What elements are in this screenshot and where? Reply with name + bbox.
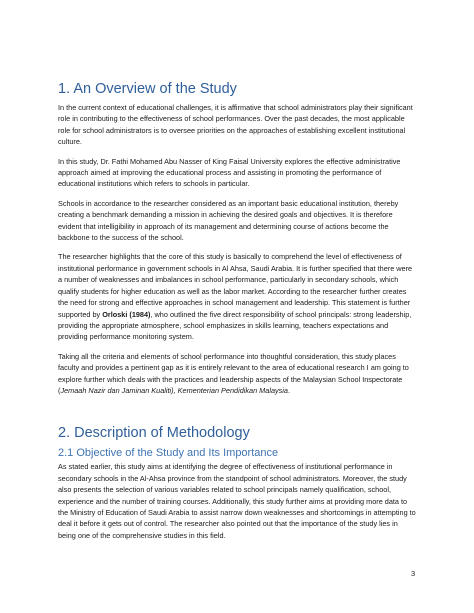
inspectorate-name: Jemaah Nazir dan Jaminan Kualiti), Kementerian Pendidikan Malaysia <box>60 385 288 395</box>
paragraph-4-text-b: , who outlined the five direct responsibility of school principals: strong leadership, providing the appropriate atmosphere, school emphasizes in skills learning, teachers expectations and providing performance monitoring system. <box>58 309 412 342</box>
section-1-heading: 1. An Overview of the Study <box>58 81 237 97</box>
paragraph-5-text-a: Taking all the criteria and elements of school performance into thoughtful consideration, this study places faculty and provides a pertinent gap as it is entirely relevant to the area of educational research I am going to explore further which deals with the practices and leadership aspects of the Malaysian School Inspectorate ( <box>58 351 409 395</box>
section-1-paragraph-3: Schools in accordance to the researcher considered as an important basic educational institution, thereby creating a benchmark demanding a mission in achieving the desired goals and objectives. It is therefore evident that intelligibility in approach of its management and determining course of actions become the backbone to the success of the school. <box>58 198 399 243</box>
page-content <box>58 80 416 549</box>
section-spacer <box>58 404 416 424</box>
citation-orloski: Orloski (1984) <box>102 309 151 319</box>
section-2-heading: 2. Description of Methodology <box>58 425 250 442</box>
paragraph-5-text-b: . <box>287 385 291 395</box>
section-1-paragraph-4 <box>58 251 416 342</box>
paragraph-4-text-a: The researcher highlights that the core of this study is basically to comprehend the level of effectiveness of institutional performance in government schools in Al Ahsa, Saudi Arabia. It is further specified that there were a number of weaknesses and imbalances in school performance, particularly in secondary schools, which qualify students for higher education as well as the labor market. According to the researcher further creates the need for strong and effective approaches in school management and leadership. This statement is further supported by <box>58 252 413 319</box>
section-2-paragraph-1: As stated earlier, this study aims at identifying the degree of effectiveness of institutional performance in secondary schools in the Al-Ahsa province from the standpoint of school administrators. Moreover, the study also presents the selection of various variables related to school principals namely qualification, school, experience and the number of training courses. Additionally, this study further aims at providing more data to the Ministry of Education of Saudi Arabia to assist narrow down weaknesses and shortcomings in attempting to deal it before it gets out of control. The researcher also pointed out that the importance of the study lies in being one of the comprehensive studies in this field. <box>58 462 416 540</box>
page-number: 3 <box>411 569 416 578</box>
section-1-paragraph-2: In this study, Dr. Fathi Mohamed Abu Nasser of King Faisal University explores the effective administrative approach aimed at improving the educational process and assisting in promoting the performance of educational institutions which refers to schools in particular. <box>58 156 401 189</box>
section-1-paragraph-1: In the current context of educational challenges, it is affirmative that school administrators play their significant role in contributing to the effectiveness of school performances. Over the past decades, the most applicable role for school administrators is to oversee priorities on the approaches of establishing excellent institutional culture. <box>58 103 413 147</box>
section-1-paragraph-5 <box>58 351 416 397</box>
subsection-2-1-heading: 2.1 Objective of the Study and Its Importance <box>58 447 279 460</box>
